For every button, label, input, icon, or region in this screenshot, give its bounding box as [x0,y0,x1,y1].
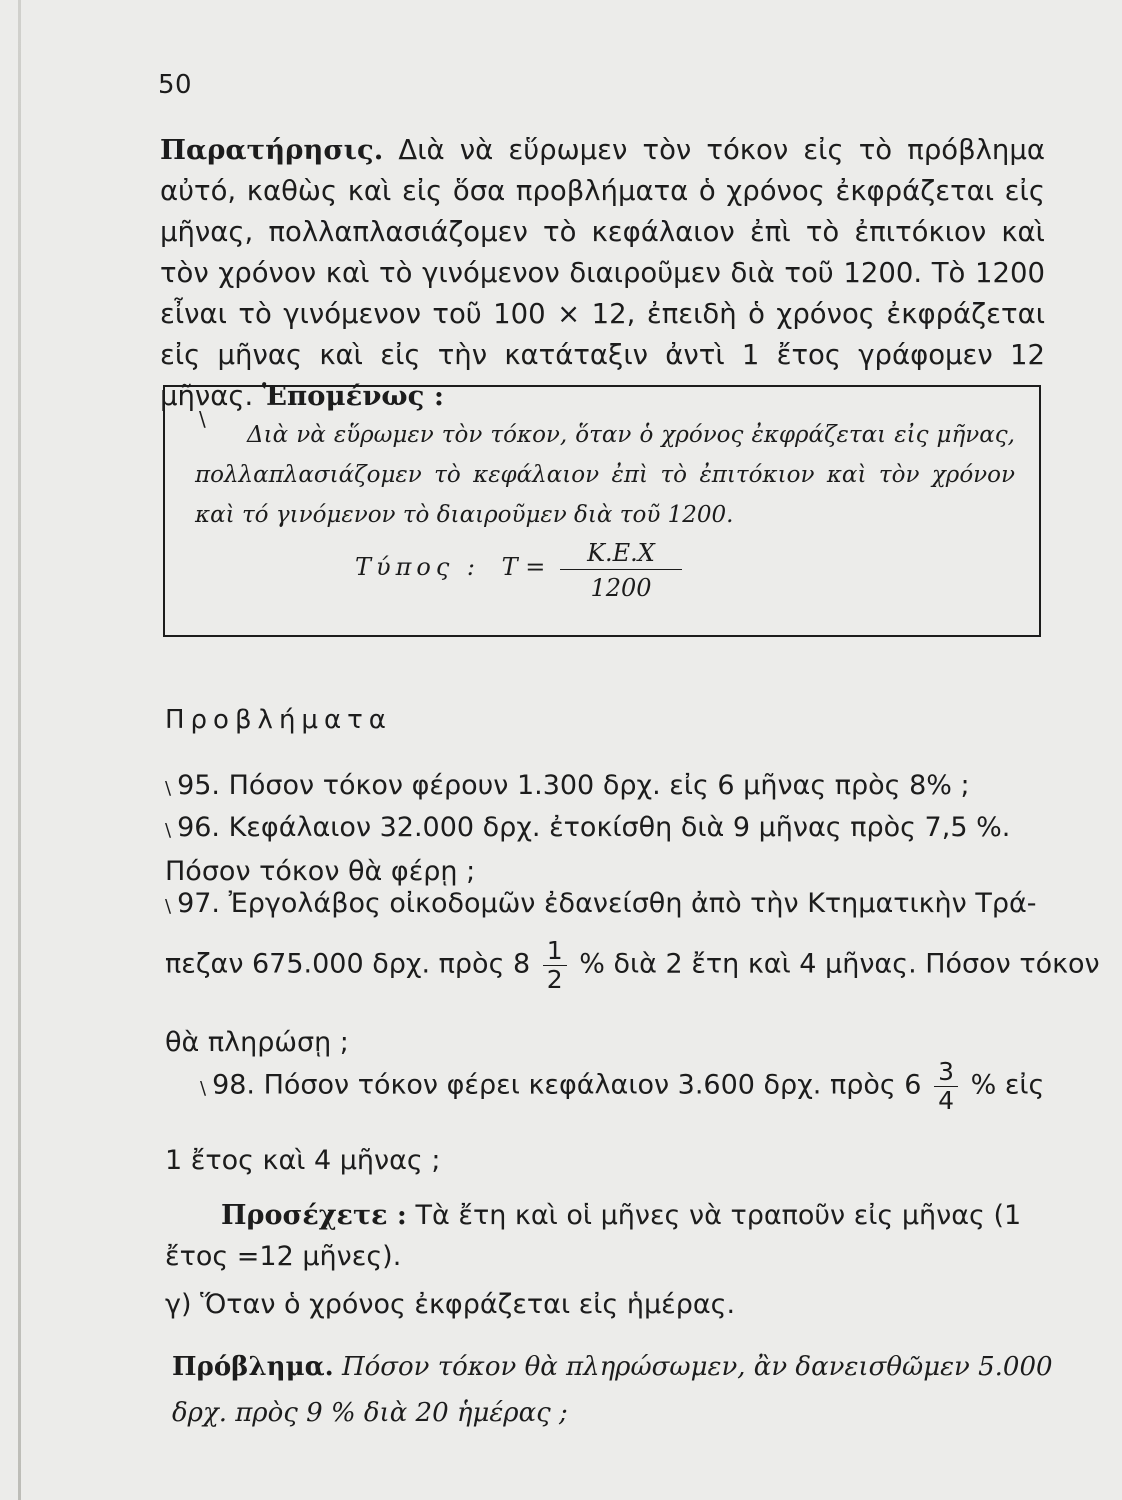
formula-lhs: Τ = [501,553,546,581]
formula-denominator: 1200 [590,574,652,602]
problem-97-text-2: πεζαν 675.000 δρχ. πρὸς 8 [165,948,531,980]
rule-box [163,385,1041,637]
problem-97-line1 [165,883,1037,927]
fraction-numerator: 1 [543,937,567,966]
problem-97-line3: θὰ πληρώσῃ ; [165,1027,349,1058]
fraction-denominator: 4 [938,1085,954,1115]
fraction-one-half [543,937,567,993]
problem-98-line2: 1 ἔτος καὶ 4 μῆνας ; [165,1145,441,1176]
formula-numerator: Κ.Ε.Χ [560,539,682,570]
attention-note [165,1195,1055,1277]
problem-97-line2 [165,937,1100,993]
problems-heading: Προβλήματα [165,705,392,735]
problem-97-text-1: 97. Ἐργολάβος οἰκοδομῶν ἐδανείσθη ἀπὸ τὴν Κτηματικὴν Τρά- [177,888,1037,919]
problem-97-text-3: % διὰ 2 ἔτη καὶ 4 μῆνας. Πόσον τόκον [579,948,1100,980]
example-problem [172,1344,1057,1436]
attention-label: Προσέχετε : [221,1200,407,1231]
remark-conclusion: Ἑπομένως : [262,380,445,412]
rule-text: Διὰ νὰ εὕρωμεν τὸν τόκον, ὅταν ὁ χρόνος ἐκφράζεται εἰς μῆνας, πολλαπλασιάζομεν τὸ κεφάλαιον ἐπὶ τὸ ἐπιτόκιον καὶ τὸν χρόνον καὶ τό γινόμενον τὸ διαιροῦμεν διὰ τοῦ 1200. [195,422,1015,528]
remark-text: Διὰ νὰ εὕρωμεν τὸν τόκον εἰς τὸ πρόβλημα αὐτό, καθὼς καὶ εἰς ὅσα προβλήματα ὁ χρόνος ἐκφράζεται εἰς μῆνας, πολλαπλασιάζομεν τὸ κεφάλαιον ἐπὶ τὸ ἐπιτόκιον καὶ τὸν χρόνον καὶ τὸ γινόμενον διαιροῦμεν διὰ τοῦ 1200. Τὸ 1200 εἶναι τὸ γινόμενον τοῦ 100 × 12, ἐπειδὴ ὁ χρόνος ἐκφράζεται εἰς μῆνας καὶ εἰς τὴν κατάταξιν ἀντὶ 1 ἔτος γράφομεν 12 μῆνας. [160,134,1045,412]
attention-text: Τὰ ἔτη καὶ οἱ μῆνες νὰ τραποῦν εἰς μῆνας (1 ἔτος =12 μῆνες). [165,1200,1022,1272]
problem-98-text-1: 98. Πόσον τόκον φέρει κεφάλαιον 3.600 δρχ. πρὸς 6 [212,1069,922,1101]
problem-96 [165,807,1055,892]
remark-paragraph [160,130,1045,417]
tick-mark: \ [165,820,172,841]
formula-label: Τύπος : [355,553,480,581]
case-gamma-heading: γ) Ὅταν ὁ χρόνος ἐκφράζεται εἰς ἡμέρας. [165,1289,736,1320]
example-problem-label: Πρόβλημα. [172,1352,334,1382]
formula-fraction [560,539,682,602]
problem-95 [165,765,970,809]
problem-98-line1 [200,1058,1044,1114]
problem-98-text-2: % εἰς [970,1069,1045,1101]
fraction-three-quarters [934,1058,958,1114]
tick-mark: \ [165,778,172,799]
rule-tick-mark: \ [199,407,206,431]
tick-mark: \ [200,1077,207,1099]
interest-formula [355,553,545,581]
example-problem-text: Πόσον τόκον θὰ πληρώσωμεν, ἂν δανεισθῶμεν 5.000 δρχ. πρὸς 9 % διὰ 20 ἡμέρας ; [172,1352,1053,1428]
tick-mark: \ [165,896,172,917]
remark-label: Παρατήρησις. [160,134,384,166]
problem-95-text: 95. Πόσον τόκον φέρουν 1.300 δρχ. εἰς 6 μῆνας πρὸς 8% ; [177,770,970,801]
page-edge [18,0,21,1500]
fraction-denominator: 2 [546,964,563,994]
page-number: 50 [158,70,193,100]
problem-96-text: 96. Κεφάλαιον 32.000 δρχ. ἐτοκίσθη διὰ 9 μῆνας πρὸς 7,5 %. Πόσον τόκον θὰ φέρῃ ; [165,812,1011,887]
fraction-numerator: 3 [934,1058,958,1087]
